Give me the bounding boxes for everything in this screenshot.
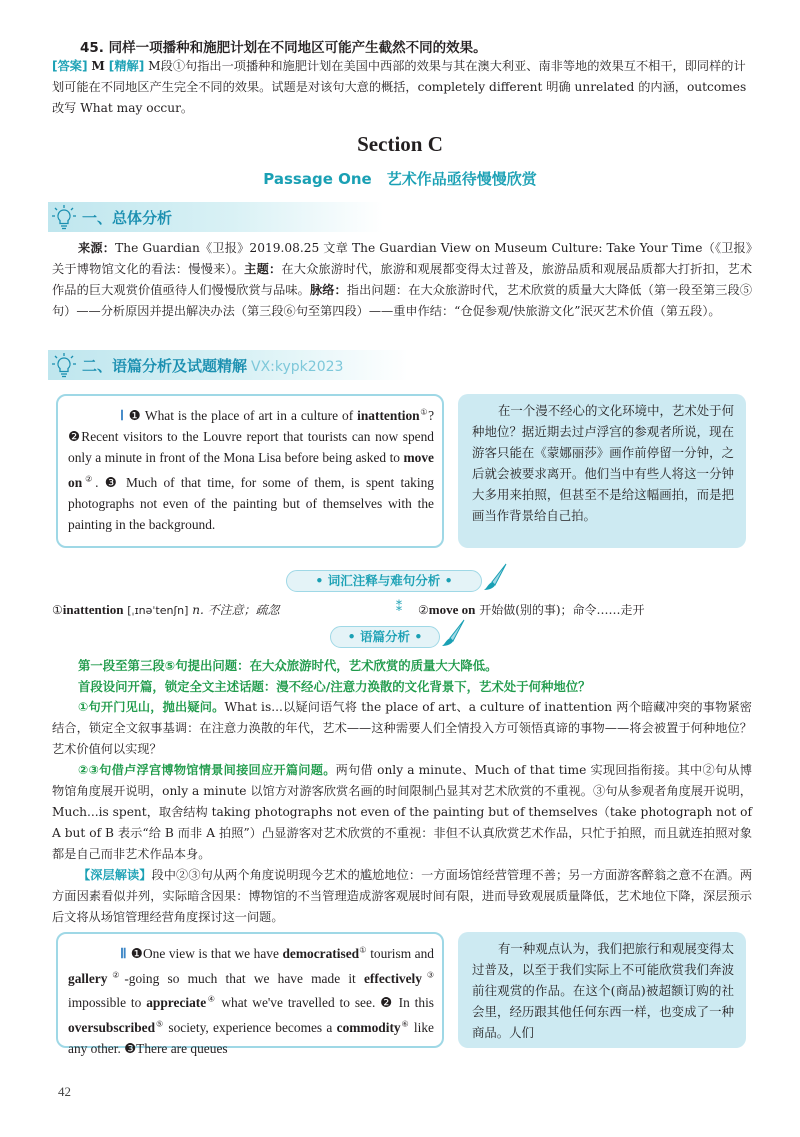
passage-paragraph-1-chinese [458,394,746,548]
passage-paragraph-2-chinese [458,932,746,1048]
theme-label: 主题： [244,262,282,276]
paragraph-2-body: ❶One view is that we have democratised① tourism and gallery②-going so much that we have made it effectively③ impossible to appreciate④ what we've travelled to see. ❷ In this oversubscribed⑤ society, experience becomes a commodity⑥ like any other. ❸There are queues [68,946,434,1056]
section-title: Section C [357,132,443,156]
analysis-first-paragraph-line: 首段设问开篇，锁定全文主述话题：漫不经心/注意力涣散的文化背景下，艺术处于何种地位？ [78,679,591,694]
brush-icon [440,618,468,648]
watermark: VX:kypk2023 [251,359,344,375]
vocab-item-2: ②move on 开始做(别的事)；命令……走开 [418,602,645,617]
passage-title: Passage One 艺术作品亟待慢慢欣赏 [263,170,537,188]
analysis-point-2: ②③句借卢浮宫博物馆情景间接回应开篇问题。两句借 only a minute、Much of that time 实现回指衔接。其中②句从博物馆角度展开说明，only a minute 以馆方对游客欣赏名画的时间限制凸显其对艺术欣赏的不重视。③句从参观者角度展开说明，Much...is spent，取舍结构 taking photographs not even of the painting but of themselves（take photograph not of A but of B 表示“给 B 而非 A 拍照”）凸显游客对艺术欣赏的不重视：非但不认真欣赏艺术作品，只忙于拍照，而且就连拍照对象都是自己而非艺术作品本身。 [52,763,752,861]
analysis-summary-line: 第一段至第三段⑤句提出问题：在大众旅游时代，艺术欣赏的质量大大降低。 [78,658,498,673]
question-45-heading: 45. 同样一项播种和施肥计划在不同地区可能产生截然不同的效果。 [80,40,487,56]
source-label: 来源： [78,241,116,255]
lightbulb-icon [52,204,76,230]
deep-interpretation-label: 【深层解读】 [78,868,152,882]
source-text: The Guardian《卫报》2019.08.25 文章 The Guardian View on Museum Culture: Take Your Time（《卫报》关于博物馆文化的看法：慢慢来）。 [52,241,753,276]
discourse-banner [48,350,408,380]
deep-interpretation: 【深层解读】段中②③句从两个角度说明现今艺术的尴尬地位：一方面场馆经营管理不善；另一方面游客醉翁之意不在酒。两方面因素看似并列，实际暗含因果：博物馆的不当管理造成游客观展时间有限，进而导致观展质量降低，艺术地位下降，深层预示后文将从场馆管理经营角度探讨这一问题。 [52,868,753,924]
question-45-answer [52,56,752,119]
lightbulb-icon [52,352,76,378]
paragraph-1-translation: 在一个漫不经心的文化环境中，艺术处于何种地位？据近期去过卢浮宫的参观者所说，现在游客只能在《蒙娜丽莎》画作前停留一分钟，之后就会被要求离开。他们当中有些人将这一分钟大多用来拍照，但甚至不是给这幅画拍，而是把画当作背景给自己拍。 [472,403,734,523]
paragraph-number: Ⅱ [120,946,127,962]
explain-text: M段①句指出一项播种和施肥计划在美国中西部的效果与其在澳大利亚、南非等地的效果互不相干，即同样的计划可能在不同地区产生完全不同的效果。试题是对该句大意的概括，completely different 明确 unrelated 的内涵，outcomes 改写 What may occur。 [52,59,747,115]
theme-text: 在大众旅游时代，旅游和观展都变得太过普及，旅游品质和观展品质都大打折扣，艺术作品的巨大观赏价值亟待人们慢慢欣赏与品味。 [52,262,753,297]
vocab-item-1: ①inattention [ˌɪnəˈtenʃn] n. 不注意；疏忽 [52,602,280,617]
vein-text: 指出问题：在大众旅游时代，艺术欣赏的质量大大降低（第一段至第三段⑤句）——分析原因并提出解决办法（第三段⑥句至第四段）——重申作结：“仓促参观/快旅游文化”泯灭艺术价值（第五段）。 [52,283,753,318]
paragraph-1-body: ❶ What is the place of art in a culture of inattention①? ❷Recent visitors to the Louvre report that tourists can now spend only a minute in front of the Mona Lisa before being asked to move on②. ❸ Much of that time, for some of them, is spent taking photographs not even of the painting but of themselves with the painting in the background. [68,408,435,532]
analysis-section-pill: • 语篇分析 • [330,626,440,648]
paragraph-2-text [68,940,434,1059]
paragraph-number: Ⅰ [120,408,124,424]
analysis-point-1: ①句开门见山，抛出疑问。What is...以疑问语气将 the place of art、a culture of inattention 两个暗藏冲突的事物紧密结合，锁定全文叙事基调：在注意力涣散的年代，艺术——这种需要人们全情投入方可领悟真谛的事物——将会被置于何种地位？艺术价值何以实现？ [52,700,752,756]
brush-icon [482,562,510,592]
overview-paragraph [52,238,752,322]
vocab-section-pill: • 词汇注释与难句分析 • [286,570,482,592]
explain-label: [精解] [108,59,145,73]
passage-paragraph-2-english [56,932,444,1056]
answer-label: [答案] [52,59,88,73]
answer-value: M [91,59,105,73]
paragraph-1-text [68,402,434,535]
discourse-banner-label: 二、语篇分析及试题精解 VX:kypk2023 [82,357,344,375]
paragraph-2-translation: 有一种观点认为，我们把旅行和观展变得太过普及，以至于我们实际上不可能欣赏我们奔波前往观赏的作品。在这个(商品)被超额订购的社会里，经历跟其他任何东西一样，也变成了一种商品。人们 [472,941,734,1040]
overview-banner [48,202,383,232]
vein-label: 脉络： [309,283,347,297]
divider-mark-icon: ⁑ [396,600,402,614]
passage-paragraph-1-english [56,394,444,548]
page-number: 42 [58,1084,71,1099]
overview-banner-label: 一、总体分析 [82,209,173,227]
